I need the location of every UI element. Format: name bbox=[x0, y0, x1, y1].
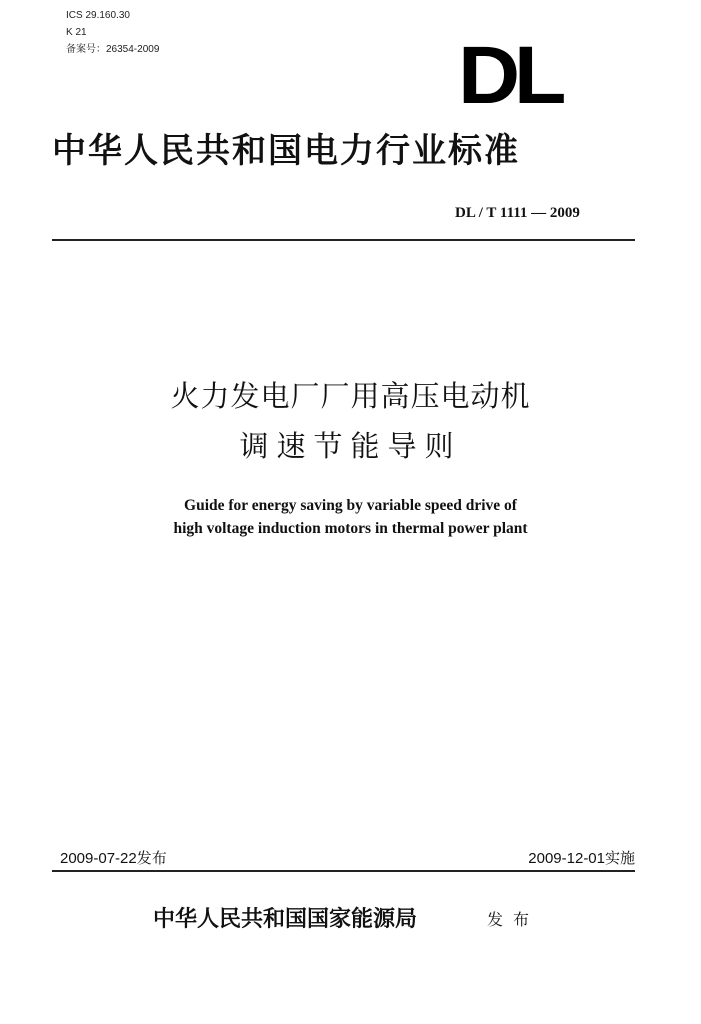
top-divider bbox=[52, 239, 635, 241]
issue-date: 2009-07-22发布 bbox=[60, 850, 167, 867]
dl-logo: DL bbox=[458, 30, 561, 121]
ics-code: ICS 29.160.30 bbox=[66, 10, 130, 21]
bottom-divider bbox=[52, 870, 635, 872]
publisher: 中华人民共和国国家能源局 bbox=[153, 906, 418, 932]
title-cn-line2: 调速节能导则 bbox=[239, 429, 462, 463]
title-en-line2: high voltage induction motors in thermal power plant bbox=[173, 520, 528, 537]
record-number: 备案号：26354-2009 bbox=[66, 44, 160, 55]
title-cn-line1: 火力发电厂厂用高压电动机 bbox=[170, 379, 531, 413]
standard-type-heading: 中华人民共和国电力行业标准 bbox=[52, 131, 520, 171]
title-en-line1: Guide for energy saving by variable speed drive of bbox=[184, 497, 517, 514]
classification-code: K 21 bbox=[66, 27, 87, 38]
standard-number: DL / T 1111 — 2009 bbox=[455, 205, 580, 221]
publish-label: 发布 bbox=[487, 910, 540, 929]
implementation-date: 2009-12-01实施 bbox=[528, 850, 635, 867]
